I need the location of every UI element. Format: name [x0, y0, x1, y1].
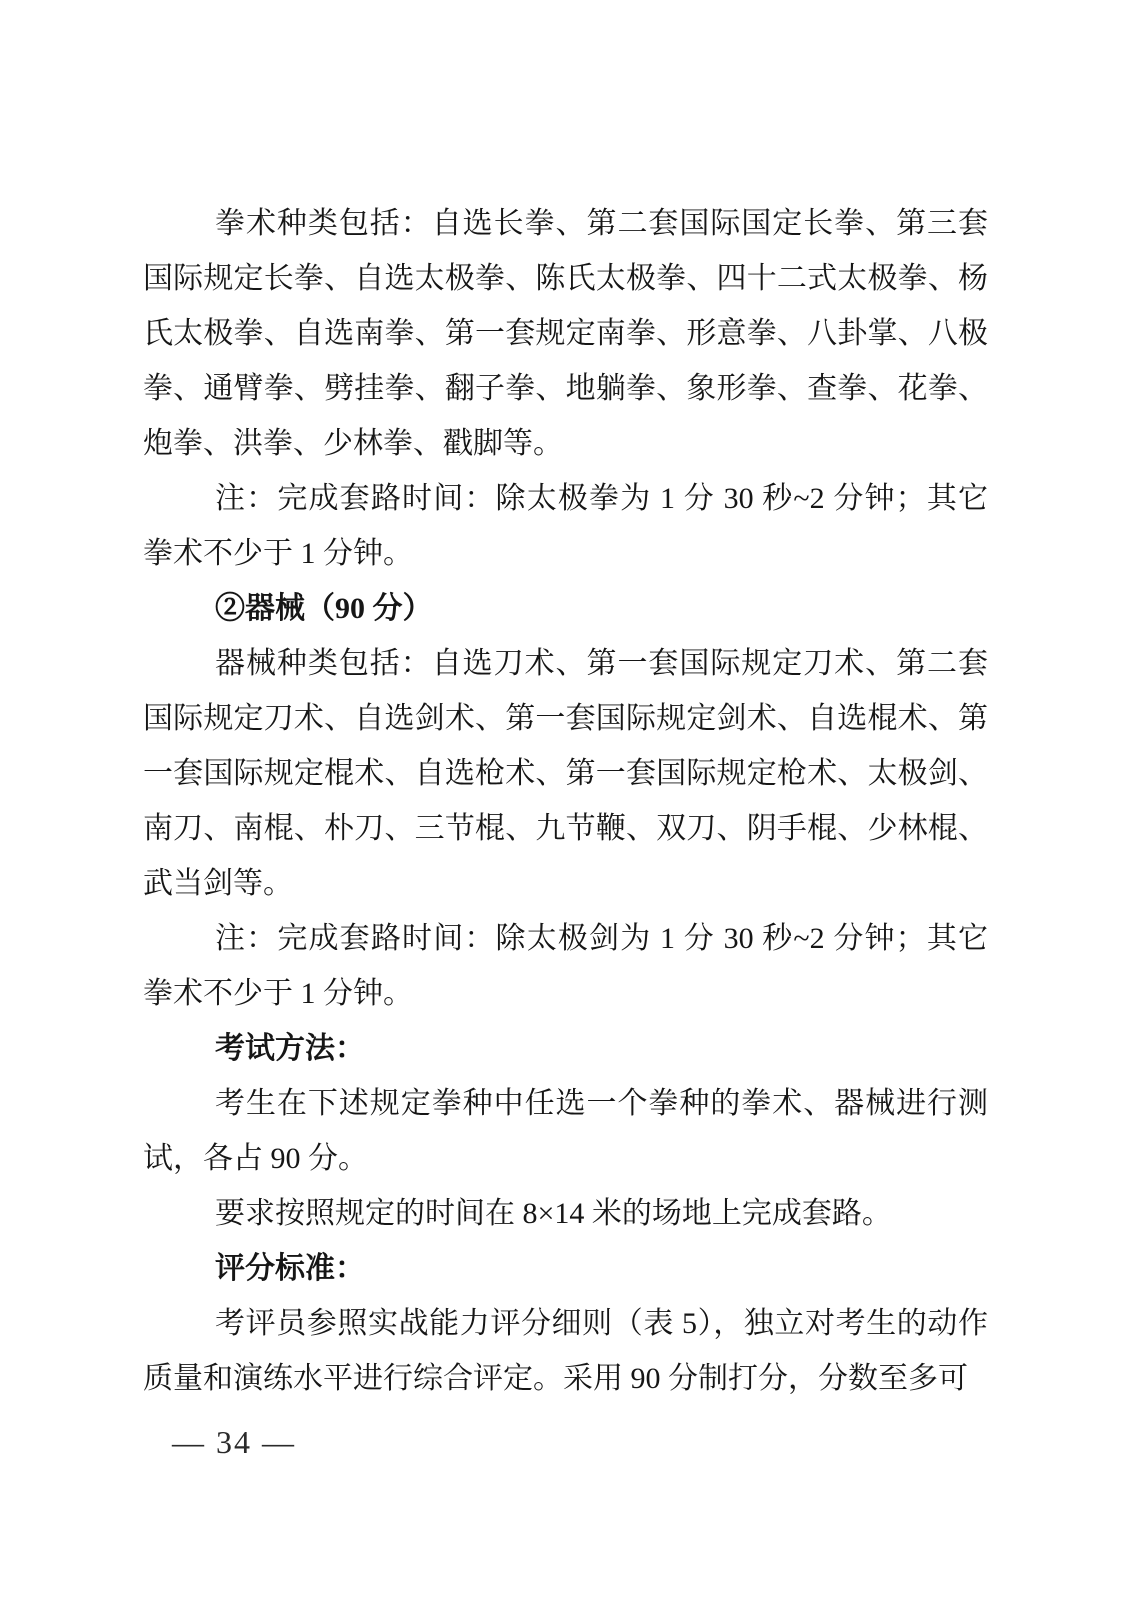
para-note-qixie-time: 注：完成套路时间：除太极剑为 1 分 30 秒~2 分钟；其它拳术不少于 1 分钟。: [143, 922, 988, 1010]
para-note-quanshu-time: 注：完成套路时间：除太极拳为 1 分 30 秒~2 分钟；其它拳术不少于 1 分钟。: [143, 482, 988, 570]
para-scoring-rule: 考评员参照实战能力评分细则（表 5），独立对考生的动作质量和演练水平进行综合评定。采用 90 分制打分，分数至多可: [143, 1307, 988, 1395]
page-number: — 34 —: [172, 1424, 296, 1460]
heading-pingfen-biaozhun: 评分标准：: [215, 1252, 365, 1285]
para-quanshu-types: 拳术种类包括：自选长拳、第二套国际国定长拳、第三套国际规定长拳、自选太极拳、陈氏太极拳、四十二式太极拳、杨氏太极拳、自选南拳、第一套规定南拳、形意拳、八卦掌、八极拳、通臂拳、劈挂拳、翻子拳、地躺拳、象形拳、查拳、花拳、炮拳、洪拳、少林拳、戳脚等。: [143, 207, 988, 460]
para-test-method: 考生在下述规定拳种中任选一个拳种的拳术、器械进行测试，各占 90 分。: [143, 1087, 988, 1175]
para-venue-requirement: 要求按照规定的时间在 8×14 米的场地上完成套路。: [215, 1197, 892, 1230]
heading-kaoshi-fangfa: 考试方法：: [215, 1032, 365, 1065]
document-body: [143, 196, 988, 1406]
heading-qixie-90-points: ②器械（90 分）: [215, 592, 433, 625]
page-footer: [172, 1420, 296, 1464]
para-qixie-types: 器械种类包括：自选刀术、第一套国际规定刀术、第二套国际规定刀术、自选剑术、第一套国际规定剑术、自选棍术、第一套国际规定棍术、自选枪术、第一套国际规定枪术、太极剑、南刀、南棍、朴刀、三节棍、九节鞭、双刀、阴手棍、少林棍、武当剑等。: [143, 647, 988, 900]
